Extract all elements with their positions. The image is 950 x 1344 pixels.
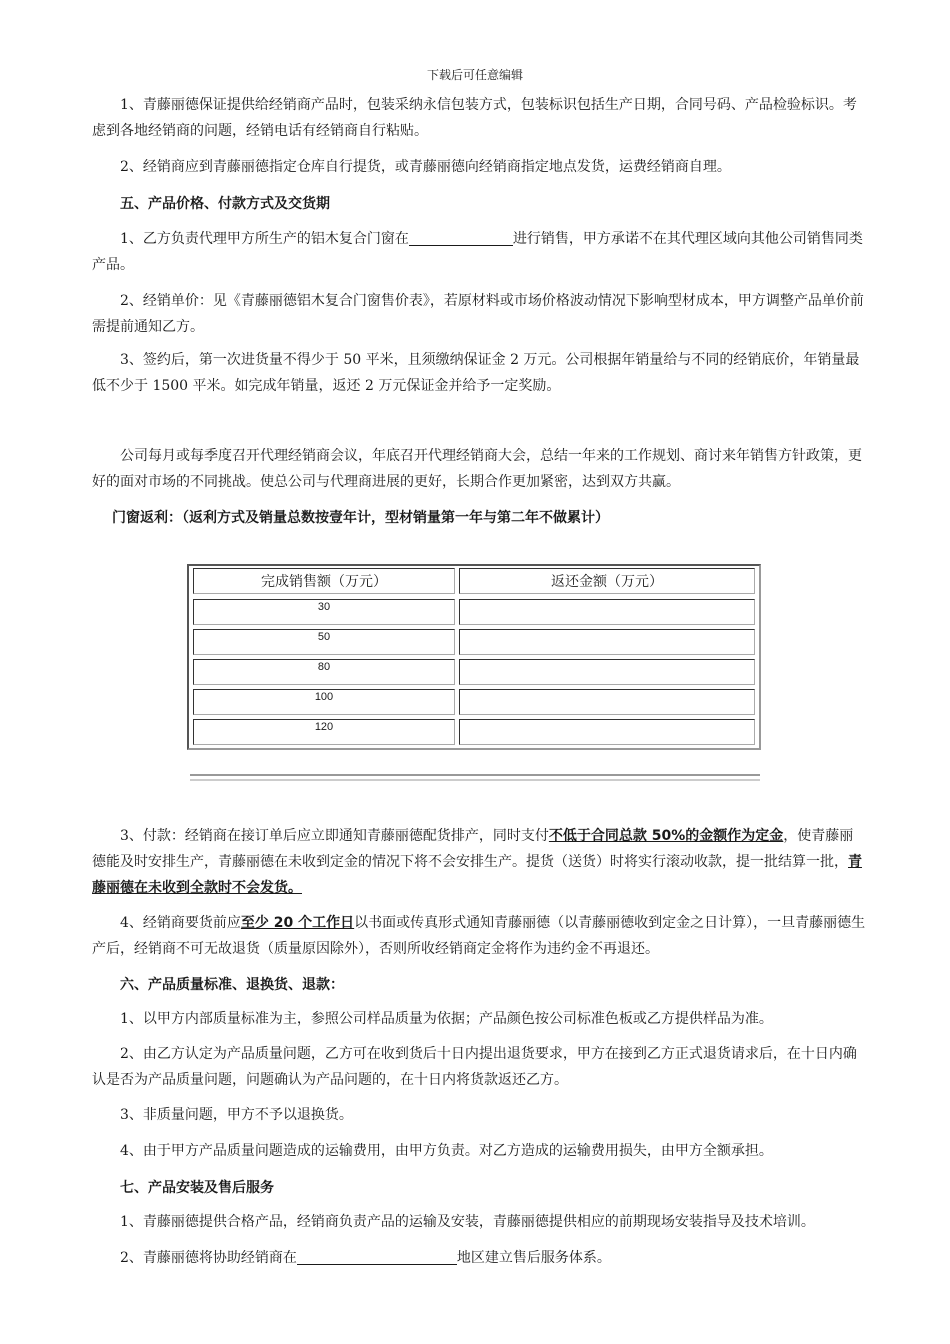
sales-cell: 50	[193, 629, 455, 655]
paragraph-meetings: 公司每月或每季度召开代理经销商会议，年底召开代理经销商大会，总结一年来的工作规划、商讨来年销售方针政策，更好的面对市场的不同挑战。使总公司与代理商进展的更好，长期合作更加紧密，达到双方共赢。	[92, 448, 862, 490]
table-row	[193, 719, 755, 747]
rebate-cell	[459, 689, 755, 715]
header-rebate-amount: 返还金额（万元）	[459, 568, 755, 594]
rebate-cell	[459, 719, 755, 745]
table-header-row	[193, 568, 755, 596]
payment-full-term: 青藤丽德在未收到全款时不会发货。	[92, 854, 862, 896]
paragraph-after-sales	[92, 1245, 867, 1271]
order-notice-days: 至少 20 个工作日	[240, 915, 355, 931]
paragraph-packaging: 1、青藤丽德保证提供给经销商产品时，包装采纳永信包装方式，包装标识包括生产日期，合同号码、产品检验标识。考虑到各地经销商的问题，经销电话有经销商自行粘贴。	[92, 97, 857, 139]
table-row	[193, 599, 755, 627]
sales-cell: 80	[193, 659, 455, 685]
after-sales-text-a: 2、青藤丽德将协助经销商在	[120, 1250, 297, 1266]
paragraph-unit-price: 2、经销单价：见《青藤丽德铝木复合门窗售价表》，若原材料或市场价格波动情况下影响型材成本，甲方调整产品单价前需提前通知乙方。	[92, 293, 864, 335]
paragraph-deposit: 3、签约后，第一次进货量不得少于 50 平米，且须缴纳保证金 2 万元。公司根据年销量给与不同的经销底价，年销量最低不少于 1500 平米。如完成年销量，返还 2 万元保证金并给予一定奖励。	[92, 352, 860, 394]
order-notice-text-b: 以书面或传真形式通知青藤丽德（以青藤丽德收到定金之日计算），一旦青藤丽德生产后，经销商不可无故退货（质量原因除外），否则所收经销商定金将作为违约金不再退还。	[92, 915, 866, 957]
agency-area-blank[interactable]	[409, 229, 513, 246]
header-sales-amount: 完成销售额（万元）	[193, 568, 455, 594]
after-sales-text-b: 地区建立售后服务体系。	[456, 1250, 611, 1266]
section-heading-7: 七、产品安装及售后服务	[120, 1180, 274, 1196]
sales-cell: 30	[193, 599, 455, 625]
table-row	[193, 629, 755, 657]
payment-deposit-term: 不低于合同总款 50%的金额作为定金	[548, 828, 784, 844]
page-header: 下载后可任意编辑	[426, 68, 523, 82]
paragraph-payment	[92, 823, 867, 901]
agency-area-text-a: 1、乙方负责代理甲方所生产的铝木复合门窗在	[120, 231, 409, 247]
table-row	[193, 689, 755, 717]
section-heading-6: 六、产品质量标准、退换货、退款：	[120, 977, 344, 993]
rebate-cell	[459, 599, 755, 625]
paragraph-shipping-cost: 4、由于甲方产品质量问题造成的运输费用，由甲方负责。对乙方造成的运输费用损失，由甲方全额承担。	[120, 1143, 773, 1159]
paragraph-return-request: 2、由乙方认定为产品质量问题，乙方可在收到货后十日内提出退货要求，甲方在接到乙方正式退货请求后，在十日内确认是否为产品质量问题，问题确认为产品问题的，在十日内将货款返还乙方。	[92, 1046, 857, 1088]
section-heading-5: 五、产品价格、付款方式及交货期	[120, 196, 330, 212]
after-sales-region-blank[interactable]	[297, 1248, 457, 1265]
rebate-table	[187, 564, 761, 750]
paragraph-installation: 1、青藤丽德提供合格产品，经销商负责产品的运输及安装，青藤丽德提供相应的前期现场安装指导及技术培训。	[120, 1214, 815, 1230]
rebate-heading: 门窗返利：（返利方式及销量总数按壹年计，型材销量第一年与第二年不做累计）	[112, 510, 609, 526]
payment-text-b: ，使青藤丽德能及时安排生产，青藤丽德在未收到定金的情况下将不会安排生产。提货（送货）时将实行滚动收款，提一批结算一批，	[92, 828, 854, 870]
rebate-cell	[459, 629, 755, 655]
paragraph-agency-area	[92, 226, 867, 278]
table-row	[193, 659, 755, 687]
paragraph-non-quality: 3、非质量问题，甲方不予以退换货。	[120, 1107, 353, 1123]
rebate-cell	[459, 659, 755, 685]
order-notice-text-a: 4、经销商要货前应	[120, 915, 241, 931]
agency-area-text-b: 进行销售，甲方承诺不在其代理区域向其他公司销售同类产品。	[92, 231, 863, 273]
paragraph-order-notice	[92, 910, 867, 962]
sales-cell: 120	[193, 719, 455, 745]
payment-text-a: 3、付款：经销商在接订单后应立即通知青藤丽德配货排产，同时支付	[120, 828, 549, 844]
paragraph-pickup: 2、经销商应到青藤丽德指定仓库自行提货，或青藤丽德向经销商指定地点发货，运费经销商自理。	[120, 159, 731, 175]
table-bottom-rule	[190, 774, 760, 781]
sales-cell: 100	[193, 689, 455, 715]
paragraph-quality-standard: 1、以甲方内部质量标准为主，参照公司样品质量为依据；产品颜色按公司标准色板或乙方提供样品为准。	[120, 1011, 773, 1027]
